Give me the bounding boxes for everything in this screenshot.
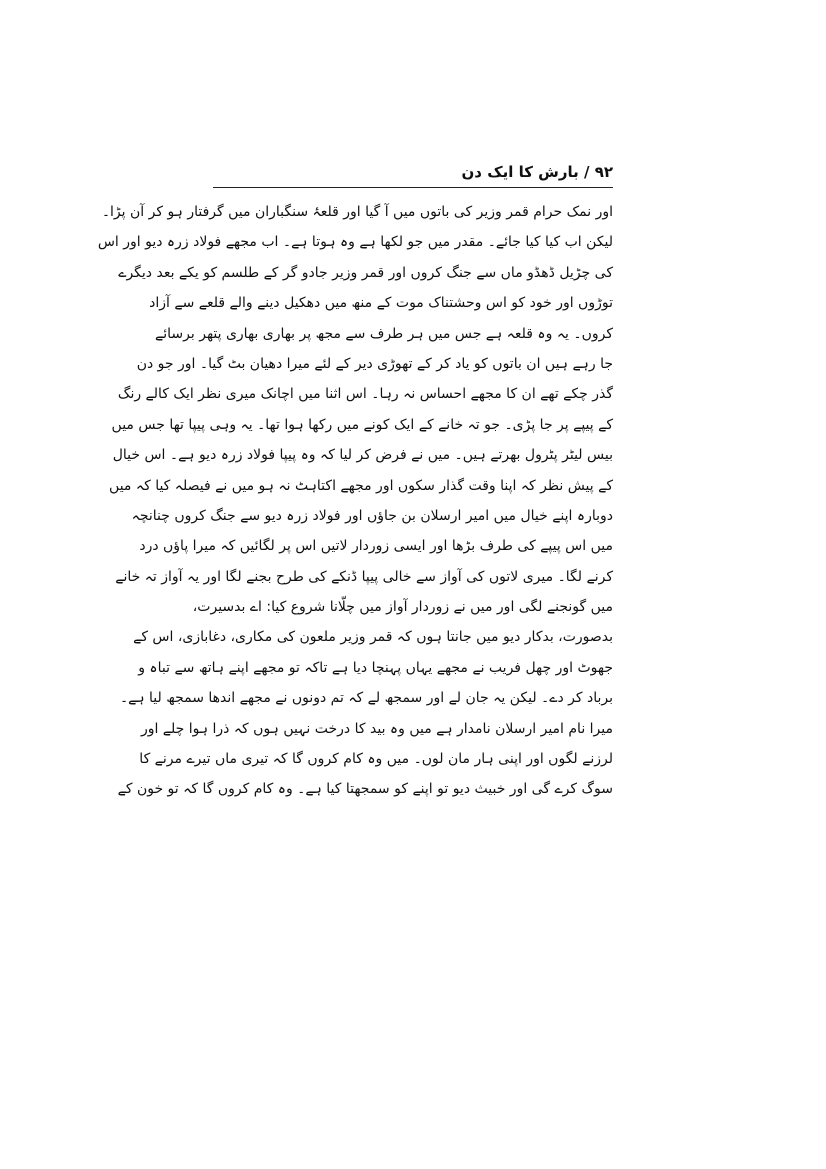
header-rule: [213, 187, 613, 188]
body-text: [97, 197, 613, 805]
text-line: بدصورت، بدکار دیو میں جانتا ہوں کہ قمر وزیر ملعون کی مکاری، دغابازی، اس کے: [133, 629, 613, 646]
running-head: ۹۲ / بارش کا ایک دن: [461, 163, 613, 181]
text-line: لرزنے لگوں اور اپنی ہار مان لوں۔ میں وہ کام کروں گا کہ تیری ماں تیرے مرنے کا: [139, 751, 613, 768]
text-line: کروں۔ یہ وہ قلعہ ہے جس میں ہر طرف سے مجھ پر بھاری بھاری پتھر برسائے: [155, 325, 613, 342]
text-line: توڑوں اور خود کو اس وحشتناک موت کے منھ میں دھکیل دینے والے قلعے سے آزاد: [149, 295, 613, 312]
text-line: کی چڑیل ڈھڈو ماں سے جنگ کروں اور قمر وزیر جادو گر کے طلسم کو یکے بعد دیگرے: [118, 264, 613, 281]
text-line: جا رہے ہیں ان باتوں کو یاد کر کے تھوڑی دیر کے لئے میرا دھیان بٹ گیا۔ اور جو دن: [136, 355, 613, 372]
text-line: دوبارہ اپنے خیال میں امیر ارسلان بن جاؤں اور فولاد زرہ دیو سے جنگ کروں چنانچہ: [131, 507, 613, 524]
text-line: سوگ کرے گی اور خبیث دیو تو اپنے کو سمجھتا کیا ہے۔ وہ کام کروں گا کہ تو خون کے: [117, 781, 613, 798]
text-line: بیس لیٹر پٹرول بھرتے ہیں۔ میں نے فرض کر لیا کہ وہ پیپا فولاد زرہ دیو ہے۔ اس خیال: [112, 447, 613, 464]
text-line: کے پیپے پر جا پڑی۔ جو تہ خانے کے ایک کونے میں رکھا ہوا تھا۔ یہ وہی پیپا تھا جس میں: [111, 416, 613, 433]
text-line: میں اس پیپے کی طرف بڑھا اور ایسی زوردار لاتیں اس پر لگائیں کہ میرا پاؤں درد: [139, 538, 613, 555]
text-line: میرا نام امیر ارسلان نامدار ہے میں وہ بید کا درخت نہیں ہوں کہ ذرا ہوا چلے اور: [140, 720, 613, 737]
text-line: لیکن اب کیا کیا جائے۔ مقدر میں جو لکھا ہے وہ ہوتا ہے۔ اب مجھے فولاد زرہ دیو اور اس: [97, 234, 613, 251]
text-line: میں گونجنے لگی اور میں نے زوردار آواز میں چلّانا شروع کیا: اے بدسیرت،: [192, 599, 613, 616]
text-line: اور نمک حرام قمر وزیر کی باتوں میں آ گیا اور قلعۂ سنگباران میں گرفتار ہو کر آن پڑا۔: [101, 204, 613, 220]
text-line: گذر چکے تھے ان کا مجھے احساس نہ رہا۔ اس اثنا میں اچانک میری نظر ایک کالے رنگ: [117, 386, 613, 403]
text-line: کے پیش نظر کہ اپنا وقت گذار سکوں اور مجھے اکتاہٹ نہ ہو میں نے فیصلہ کیا کہ میں: [109, 477, 613, 494]
text-line: برباد کر دے۔ لیکن یہ جان لے اور سمجھ لے کہ تم دونوں نے مجھے اندھا سمجھ لیا ہے۔: [119, 690, 613, 707]
text-line: کرنے لگا۔ میری لاتوں کی آواز سے خالی پیپا ڈنکے کی طرح بجنے لگا اور یہ آواز تہ خانے: [115, 568, 613, 585]
text-line: جھوٹ اور چھل فریب نے مجھے یہاں پہنچا دیا ہے تاکہ تو مجھے اپنے ہاتھ سے تباہ و: [138, 659, 613, 676]
